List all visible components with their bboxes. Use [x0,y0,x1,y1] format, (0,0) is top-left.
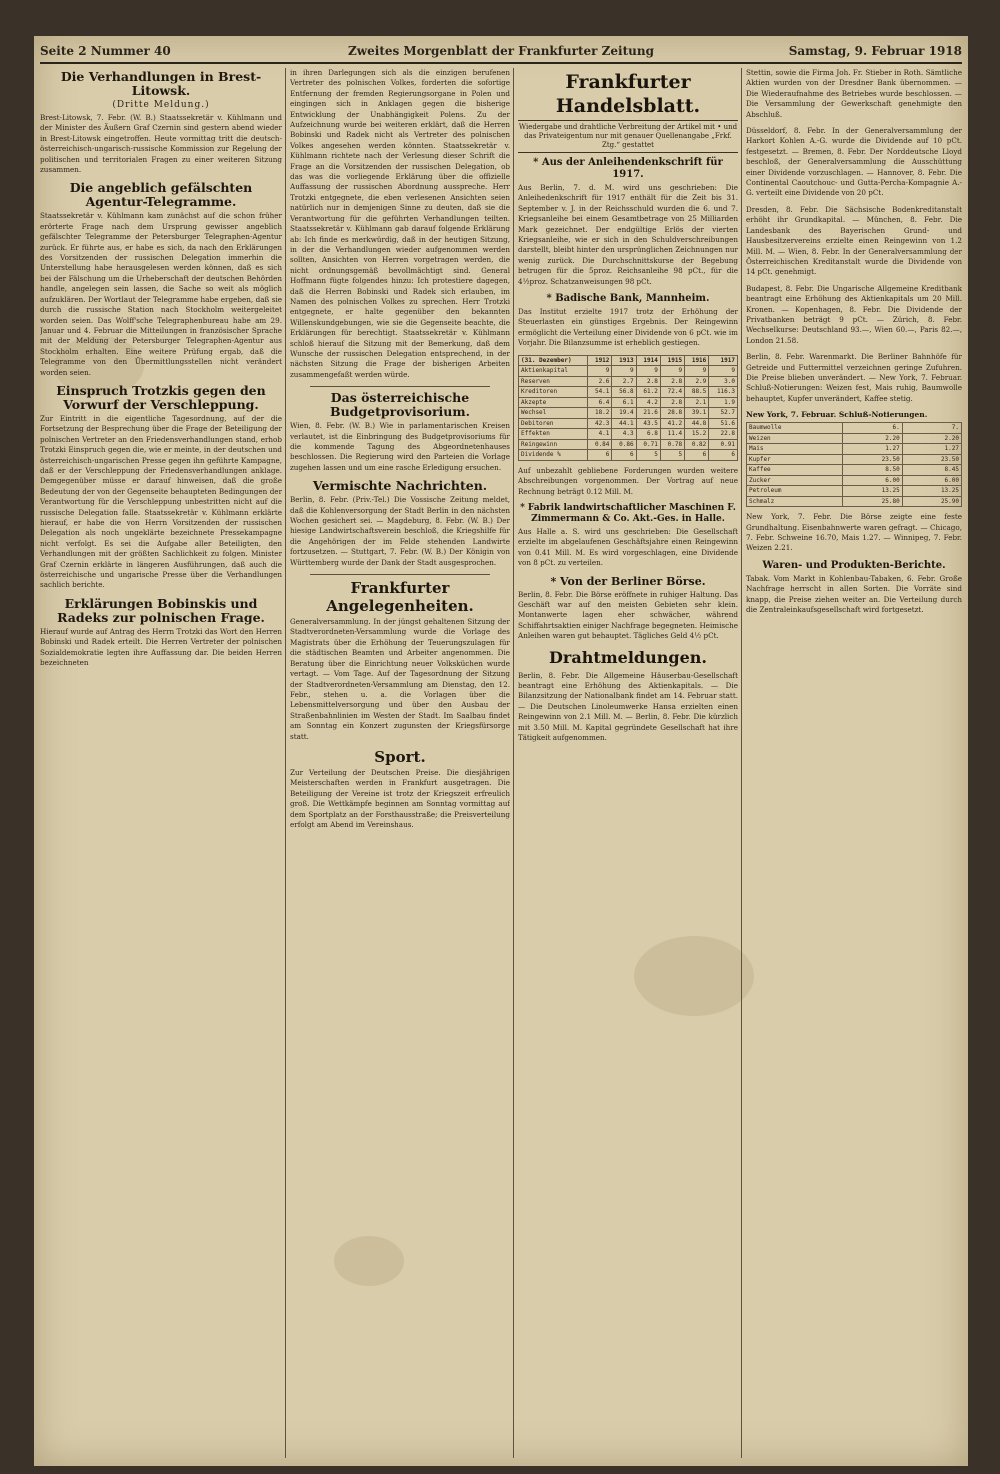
newspaper-page [34,36,968,1466]
table-cell: 6.4 [588,397,612,408]
table-header-cell: 1913 [612,355,636,366]
table-cell: 0.86 [612,439,636,450]
table-cell: 0.84 [588,439,612,450]
article-headline: Vermischte Nachrichten. [312,478,488,494]
table-cell: 6 [709,450,738,461]
article-body: Zur Verteilung der Deutschen Preise. Die diesjährigen Meisterschaften werden in Frankfurt ausgetragen. Die Beteiligung der Vereine ist trotz der Kriegszeit erfreulich groß. Die Wettkämpfe beginnen am Sonntag vormittag auf dem Sportplatz an der Forsthausstraße; die Preisverteilung erfolgt am Abend im Vereinshaus. [290,767,510,829]
table-row [747,423,962,434]
masthead-notice: Wiedergabe und drahtliche Verbreitung der Artikel mit • und das Privateigentum nur mit genauer Quellenangabe „Frkf. Ztg.“ gestattet [518,120,738,153]
table-cell: 56.8 [612,387,636,398]
table-cell: 0.78 [660,439,684,450]
article-headline: Die angeblich gefälschten Agentur-Telegramme. [69,180,253,210]
table-cell: 11.4 [660,429,684,440]
commodity-table [746,422,962,507]
table-cell: 42.3 [588,418,612,429]
article-headline: Die Verhandlungen in Brest-Litowsk. [60,69,262,98]
table-cell: 2.8 [660,397,684,408]
article-market-item [746,205,962,278]
article-headline: Erklärungen Bobinskis und Radeks zur polnischen Frage. [57,595,265,625]
column-2 [290,68,510,1458]
table-body [519,366,738,461]
table-cell: Zucker [747,475,843,486]
table-cell: 7. [902,423,961,434]
table-cell: 19.4 [612,408,636,419]
table-cell: 2.6 [588,376,612,387]
table-cell: 2.20 [843,433,902,444]
table-cell: 9 [709,366,738,377]
table-header-cell: 1916 [685,355,709,366]
table-cell: 4.3 [612,429,636,440]
issue-date: Samstag, 9. Februar 1918 [788,44,962,58]
article-body: in ihren Darlegungen sich als die einzigen berufenen Vertreter des polnischen Volkes, forderten die sofortige Entfernung der fremden Regierungsorgane in Polen und eingingen sich in Anklagen gegen die bisherige Entwicklung der Unabhängigkeit Polens. Zu der Aufzeichnung wurde bei weiteren erklärt, daß die Herren Bobinski und Radek nicht als Vertreter des polnischen Volkes angesehen werden könnten. Staatssekretär v. Kühlmann richtete nach der Verlesung dieser Schrift die Frage an die Vorsitzenden der russischen Delegation, ob das was die vorliegende Erklärung über die offizielle Auffassung der russischen Abordnung ausspreche. Herr Trotzki entgegnete, die eben verlesenen Ansichten seien natürlich nur in demjenigen Sinne zu deuten, daß sie die Verantwortung für die geführten Verhandlungen teilten. Staatssekretär v. Kühlmann gab darauf folgende Erklärung ab: Ich finde es merkwürdig, daß in der heutigen Sitzung, in der die Verhandlungen wieder aufgenommen werden sollten, Ansichten von Herren vorgetragen werden, die nicht ordnungsgemäß bevollmächtigt sind. General Hoffmann fügte folgendes hinzu: Ich protestiere dagegen, daß die Herren Bobinski und Radek sich erlauben, im Namen des polnischen Volkes zu sprechen. Herr Trotzki entgegnete, er halte gegenüber den bekannten Willenskundgebungen, wie sie die Gegenseite beachte, die Erklärungen für berechtigt. Staatssekretär v. Kühlmann schloß hierauf die Sitzung mit der Bemerkung, daß dem Wunsche der russischen Delegation entsprechend, in der nächsten Sitzung die Frage der bisherigen Arbeiten zusammengefaßt werden würde. [290,68,510,379]
article-market-item [746,512,962,554]
table-cell: 15.2 [685,429,709,440]
table-row [747,454,962,465]
article-continuation [290,68,510,380]
table-cell: 6. [843,423,902,434]
article-trotzki-objection [40,384,282,591]
table-row [519,429,738,440]
table-cell: Wechsel [519,408,588,419]
handelsblatt-masthead: Frankfurter Handelsblatt. [555,71,701,117]
article-headline: Sport. [374,747,426,766]
table-cell: 1.9 [709,397,738,408]
edition-title: Zweites Morgenblatt der Frankfurter Zeitung [348,44,654,58]
table-cell: 25.80 [843,496,902,507]
article-berlin-exchange [518,575,738,642]
table-body [747,423,962,507]
table-cell: 8.50 [843,465,902,476]
table-cell: 9 [588,366,612,377]
table-cell: Kreditoren [519,387,588,398]
article-headline: Einspruch Trotzkis gegen den Vorwurf der Verschleppung. [56,382,266,412]
section-divider [310,386,490,387]
table-cell: 23.50 [902,454,961,465]
table-cell: 0.82 [685,439,709,450]
table-header-cell: (31. Dezember) [519,355,588,366]
table-cell: Debitoren [519,418,588,429]
table-cell: Akzepte [519,397,588,408]
page-header [40,42,962,64]
table-cell: 4.2 [636,397,660,408]
table-cell: 116.3 [709,387,738,398]
table-cell: 1.27 [902,444,961,455]
article-body: Zur Eintritt in die eigentliche Tagesordnung, auf der die Fortsetzung der Besprechung über die Frage der Beteiligung der polnischen Vertreter an den Friedensverhandlungen stand, erhob Trotzki Einspruch gegen die, wie er meinte, in der deutschen und österreichisch-ungarischen Presse gegen ihn geführte Kampagne, daß er der Verschleppung der Friedensverhandlungen anklage. Demgegenüber müsse er darauf hinweisen, daß die große Bedeutung der von der Gegenseite behaupteten Bedingungen der Verantwortung für die Verschleppung unbestritten nicht auf die russische Delegation falle. Staatssekretär v. Kühlmann erklärte hierauf, er habe die von Herrn Vorsitzenden der russischen Delegation als noch ungeklärte bezeichnete Pressekampagne nicht verfolgt. Es sei die Aufgabe aller Beteiligten, den Verhandlungen mit der größten Sachlichkeit zu folgen. Minister Graf Czernin erklärte in längeren Ausführungen, daß auch die österreichische und ungarische Presse über die Verhandlungen sachlich berichte. [40,413,282,590]
table-row [519,376,738,387]
article-claims [518,466,738,497]
table-cell: Schmalz [747,496,843,507]
article-body: Düsseldorf, 8. Febr. In der Generalversammlung der Harkort Kohlen A.-G. wurde die Dividende auf 10 pCt. festgesetzt. — Bremen, 8. Febr. Der Norddeutsche Lloyd beschloß, der Generalversammlung die Ausschüttung einer Dividende vorzuschlagen. — Hannover, 8. Febr. Die Continental Caoutchouc- und Gutta-Percha-Kompagnie A.-G. verteilt eine Dividende von 20 pCt. [746,126,962,198]
table-row [519,418,738,429]
article-body: Berlin, 8. Febr. (Priv.-Tel.) Die Vossische Zeitung meldet, daß die Kohlenversorgung der Stadt Berlin in den nächsten Wochen gesichert sei. — Magdeburg, 8. Febr. (W. B.) Der hiesige Landwirtschaftsverein beschloß, die Kriegshilfe für die Angehörigen der im Felde stehenden Landwirte fortzusetzen. — Stuttgart, 7. Febr. (W. B.) Der Königin von Württemberg wurde der Dank der Stadt ausgesprochen. [290,495,510,567]
article-market-item [746,352,962,404]
column-4 [746,68,962,1458]
table-cell: Aktienkapital [519,366,588,377]
table-row [519,439,738,450]
article-body: Aus Halle a. S. wird uns geschrieben: Die Gesellschaft erzielte im abgelaufenen Geschäftsjahre einen Reingewinn von 0.41 Mill. M. Es wird vorgeschlagen, eine Dividende von 8 pCt. zu verteilen. [518,526,738,568]
table-cell: 2.8 [636,376,660,387]
page-number: Seite 2 Nummer 40 [40,44,171,58]
table-header-cell: 1912 [588,355,612,366]
table-cell: 2.7 [612,376,636,387]
article-loan-memo [518,157,738,287]
table-cell: 25.90 [902,496,961,507]
table-cell: 9 [685,366,709,377]
table-cell: 21.6 [636,408,660,419]
article-body: Tabak. Vom Markt in Kohlenbau-Tabaken, 6. Febr. Große Nachfrage herrscht in allen Sorten. Die Vorräte sind knapp, die Preise ziehen weiter an. Die Verteilung durch die Zentraleinkaufsgesellschaft wird fortgesetzt. [746,573,962,615]
article-subheading: (Dritte Meldung.) [112,100,210,110]
article-zimmermann [518,503,738,569]
table-cell: 9 [636,366,660,377]
article-budget [290,391,510,473]
table-cell: 3.0 [709,376,738,387]
table-row [519,387,738,398]
table-cell: 1.27 [843,444,902,455]
article-body: Das Institut erzielte 1917 trotz der Erhöhung der Steuerlasten ein günstiges Ergebnis. Der Reingewinn ermöglicht die Verteilung einer Dividende von 6 pCt. wie im Vorjahr. Die Bilanzsumme ist erheblich gestiegen. [518,307,738,348]
article-telegrams [40,181,282,378]
table-cell: 61.2 [636,387,660,398]
column-rule [741,68,742,1458]
table-cell: 6.1 [612,397,636,408]
column-rule [513,68,514,1458]
table-cell: 4.1 [588,429,612,440]
table-cell: 2.9 [685,376,709,387]
table-row [519,366,738,377]
table-row [747,433,962,444]
column-3 [518,68,738,1458]
article-body: Aus Berlin, 7. d. M. wird uns geschrieben: Die Anleihedenkschrift für 1917 enthält für die Zeit bis 31. September v. J. in der Reichsschuld wurden die 6. und 7. Kriegsanleihe bei einem Gesamtbetrage von 25 Milliarden Mark gezeichnet. Der endgültige Erlös der vierten Kriegsanleihe, wie er sich in den Schuldverschreibungen darstellt, bleibt hinter den ursprünglichen Zeichnungen nur wenig zurück. Die Durchschnittskurse der Begebung betrugen für die 5proz. Reichsanleihe 98 pCt., für die 4½proz. Schatzanweisungen 98 pCt. [518,183,738,286]
table-row [519,450,738,461]
article-polish-question [40,597,282,669]
article-market-item [746,126,962,199]
article-body: Staatssekretär v. Kühlmann kam zunächst auf die schon früher erörterte Frage nach dem Ursprung gewisser angeblich gefälschter Telegramme der Petersburger Telegraphen-Agentur zurück. Er führte aus, er habe es sich, da nach den Erklärungen des Vorsitzenden der russischen Delegation immerhin die Unterstellung habe herausgelesen werden können, daß es sich bei der Fälschung um die Urheberschaft der deutschen Behörden handle, angelegen sein lassen, die Sache so weit als möglich aufzuklären. Der Wortlaut der Telegramme habe ergeben, daß sie durch die russische Station nach Stockholm weitergeleitet worden seien. Das Wolff'sche Telegraphenbureau habe am 29. Januar und 4. Februar die Mitteilungen in französischer Sprache mit der Meldung der Petersburger Telegraphen-Agentur aus Stockholm erhalten. Eine weitere Prüfung ergab, daß die Telegramme von den Übermittlungsstellen nicht verändert worden seien. [40,211,282,377]
article-body: Generalversammlung. In der jüngst gehaltenen Sitzung der Stadtverordneten-Versammlung wurde die Vorlage des Magistrats über die Erhöhung der Teuerungszulagen für die städtischen Beamten und Arbeiter angenommen. Die Beratung über die Einrichtung neuer Volksküchen wurde vertagt. — Vom Tage. Auf der Tagesordnung der Sitzung der Stadtverordneten-Versammlung am Dienstag, den 12. Febr., stehen u. a. die Vorlagen über die Lebensmittelversorgung und über den Ausbau der Straßenbahnlinien im Westen der Stadt. Im Saalbau findet am Sonntag ein Konzert zugunsten der Kriegsfürsorge statt. [290,617,510,741]
table-row [747,486,962,497]
article-frankfurt-affairs [290,579,510,742]
table-title: New York, 7. Februar. Schluß-Notierungen. [746,410,928,420]
table-cell: Mais [747,444,843,455]
table-cell: 51.6 [709,418,738,429]
table-row [519,408,738,419]
table-cell: 13.25 [902,486,961,497]
table-cell: Petroleum [747,486,843,497]
article-headline: * Aus der Anleihendenkschrift für 1917. [533,157,723,180]
table-cell: 6 [612,450,636,461]
article-body: Dresden, 8. Febr. Die Sächsische Bodenkreditanstalt erhöht ihr Grundkapital. — München, 8. Febr. Die Landesbank des Bayerischen Grund- und Hausbesitzervereins erzielte einen Reingewinn von 1.2 Mill. M. — Wien, 8. Febr. In der Generalversammlung der Österreichischen Kreditanstalt wurde die Dividende von 14 pCt. genehmigt. [746,204,962,277]
table-cell: 23.50 [843,454,902,465]
table-cell: 44.8 [685,418,709,429]
article-headline: * Fabrik landwirtschaftlicher Maschinen F. Zimmermann & Co. Akt.-Ges. in Halle. [520,502,736,524]
column-1 [40,68,282,1458]
article-headline: Das österreichische Budgetprovisorium. [330,390,470,420]
table-cell: 52.7 [709,408,738,419]
article-headline: * Badische Bank, Mannheim. [546,293,710,305]
table-cell: 41.2 [660,418,684,429]
table-cell: 0.71 [636,439,660,450]
table-row [747,444,962,455]
article-commodity-reports [746,560,962,616]
table-row [747,496,962,507]
article-mixed-news [290,479,510,568]
article-market-item [746,68,962,120]
table-header-cell: 1915 [660,355,684,366]
table-cell: Weizen [747,433,843,444]
table-cell: 9 [612,366,636,377]
article-market-item [746,284,962,346]
table-row [519,397,738,408]
table-cell: 8.45 [902,465,961,476]
table-cell: Reingewinn [519,439,588,450]
table-cell: 43.5 [636,418,660,429]
table-cell: 5 [660,450,684,461]
table-cell: 54.1 [588,387,612,398]
table-cell: 72.4 [660,387,684,398]
table-row [747,465,962,476]
table-cell: 9 [660,366,684,377]
table-cell: 6.00 [902,475,961,486]
article-headline: * Von der Berliner Börse. [550,574,706,588]
table-cell: 22.8 [709,429,738,440]
table-cell: 18.2 [588,408,612,419]
article-sport [290,748,510,830]
table-cell: Reserven [519,376,588,387]
table-cell: 88.5 [685,387,709,398]
article-body: New York, 7. Febr. Die Börse zeigte eine feste Grundhaltung. Eisenbahnwerte waren gefragt. — Chicago, 7. Febr. Schweine 16.70, Mais 1.27. — Winnipeg, 7. Febr. Weizen 2.21. [746,512,962,553]
drahtmeldungen-heading: Drahtmeldungen. [549,647,707,667]
article-brest-litowsk [40,70,282,175]
bank-balance-table [518,355,738,461]
article-badische-bank [518,293,738,349]
article-headline: Frankfurter Angelegenheiten. [326,579,474,616]
table-cell: 0.91 [709,439,738,450]
article-body: Berlin, 8. Febr. Warenmarkt. Die Berliner Bahnhöfe für Getreide und Futtermittel verzeichnen geringe Zufuhren. Die Preise blieben unverändert. — New York, 7. Februar. Schluß-Notierungen: Weizen fest, Mais ruhig, Baumwolle behauptet, Kupfer unverändert, Kaffee stetig. [746,352,962,403]
section-divider [310,574,490,575]
table-row [747,475,962,486]
table-cell: 2.20 [902,433,961,444]
table-cell: 2.1 [685,397,709,408]
column-rule [285,68,286,1458]
article-body: Hierauf wurde auf Antrag des Herrn Trotzki das Wort den Herren Bobinski und Radek erteilt. Die Herren Vertreter der polnischen Sozialdemokratie legten ihre Auffassung dar. Die beiden Herren bezeichneten [40,626,282,668]
article-body: Wien, 8. Febr. (W. B.) Wie in parlamentarischen Kreisen verlautet, ist die Einbringung des Budgetprovisoriums für die kommende Tagung des Abgeordnetenhauses beschlossen. Die Regierung wird den Parteien die Vorlage zugehen lassen und um eine rasche Erledigung ersuchen. [290,421,510,472]
article-body: Budapest, 8. Febr. Die Ungarische Allgemeine Kreditbank beantragt eine Erhöhung des Aktienkapitals um 20 Mill. Kronen. — Kopenhagen, 8. Febr. Die Dividende der Privatbanken beträgt 9 pCt. — Zürich, 8. Febr. Wechselkurse: Deutschland 93.—, Wien 60.—, Paris 82.—, London 21.58. [746,283,962,345]
table-cell: Effekten [519,429,588,440]
table-cell: Kaffee [747,465,843,476]
table-cell: Kupfer [747,454,843,465]
table-cell: 39.1 [685,408,709,419]
article-body: Brest-Litowsk, 7. Febr. (W. B.) Staatssekretär v. Kühlmann und der Minister des Äußern Graf Czernin sind gestern abend wieder in Brest-Litowsk eingetroffen. Heute vormittag tritt die deutsch-österreichisch-ungarisch-russische Kommission zur Regelung der politischen und territorialen Fragen zu einer weiteren Sitzung zusammen. [40,113,282,175]
table-cell: 5 [636,450,660,461]
table-header-cell: 1914 [636,355,660,366]
table-cell: 44.1 [612,418,636,429]
table-cell: 6.8 [636,429,660,440]
table-cell: 6 [588,450,612,461]
table-header-cell: 1917 [709,355,738,366]
table-cell: Baumwolle [747,423,843,434]
table-cell: 28.8 [660,408,684,419]
table-cell: 6.00 [843,475,902,486]
table-header-row [519,355,738,366]
article-body: Berlin, 8. Febr. Die Allgemeine Häuserbau-Gesellschaft beantragt eine Erhöhung des Aktienkapitals. — Die Bilanzsitzung der Nationalbank findet am 14. Februar statt. — Die Deutschen Linoleumwerke Hansa erzielten einen Reingewinn von 2.1 Mill. M. — Berlin, 8. Febr. Die kürzlich mit 3.50 Mill. M. Kapital gegründete Gesellschaft hat ihre Tätigkeit aufgenommen. [518,670,738,742]
table-cell: 13.25 [843,486,902,497]
table-cell: 6 [685,450,709,461]
article-body: Stettin, sowie die Firma Joh. Fr. Stieber in Roth. Sämtliche Aktien wurden von der Dresdner Bank übernommen. — Die Wiederaufnahme des Betriebes wurde beschlossen. — Die Versammlung der Gewerkschaft genehmigte den Abschluß. [746,68,962,119]
article-body: Auf unbezahlt gebliebene Forderungen wurden weitere Abschreibungen vorgenommen. Der Vortrag auf neue Rechnung beträgt 0.12 Mill. M. [518,465,738,496]
article-body: Berlin, 8. Febr. Die Börse eröffnete in ruhiger Haltung. Das Geschäft war auf den meisten Gebieten sehr klein. Montanwerte lagen eher schwächer, während Schiffahrtsaktien einiger Nachfrage begegneten. Heimische Anleihen waren gut behauptet. Tägliches Geld 4½ pCt. [518,589,738,641]
article-headline: Waren- und Produkten-Berichte. [762,559,946,571]
table-cell: 2.8 [660,376,684,387]
table-cell: Dividende % [519,450,588,461]
